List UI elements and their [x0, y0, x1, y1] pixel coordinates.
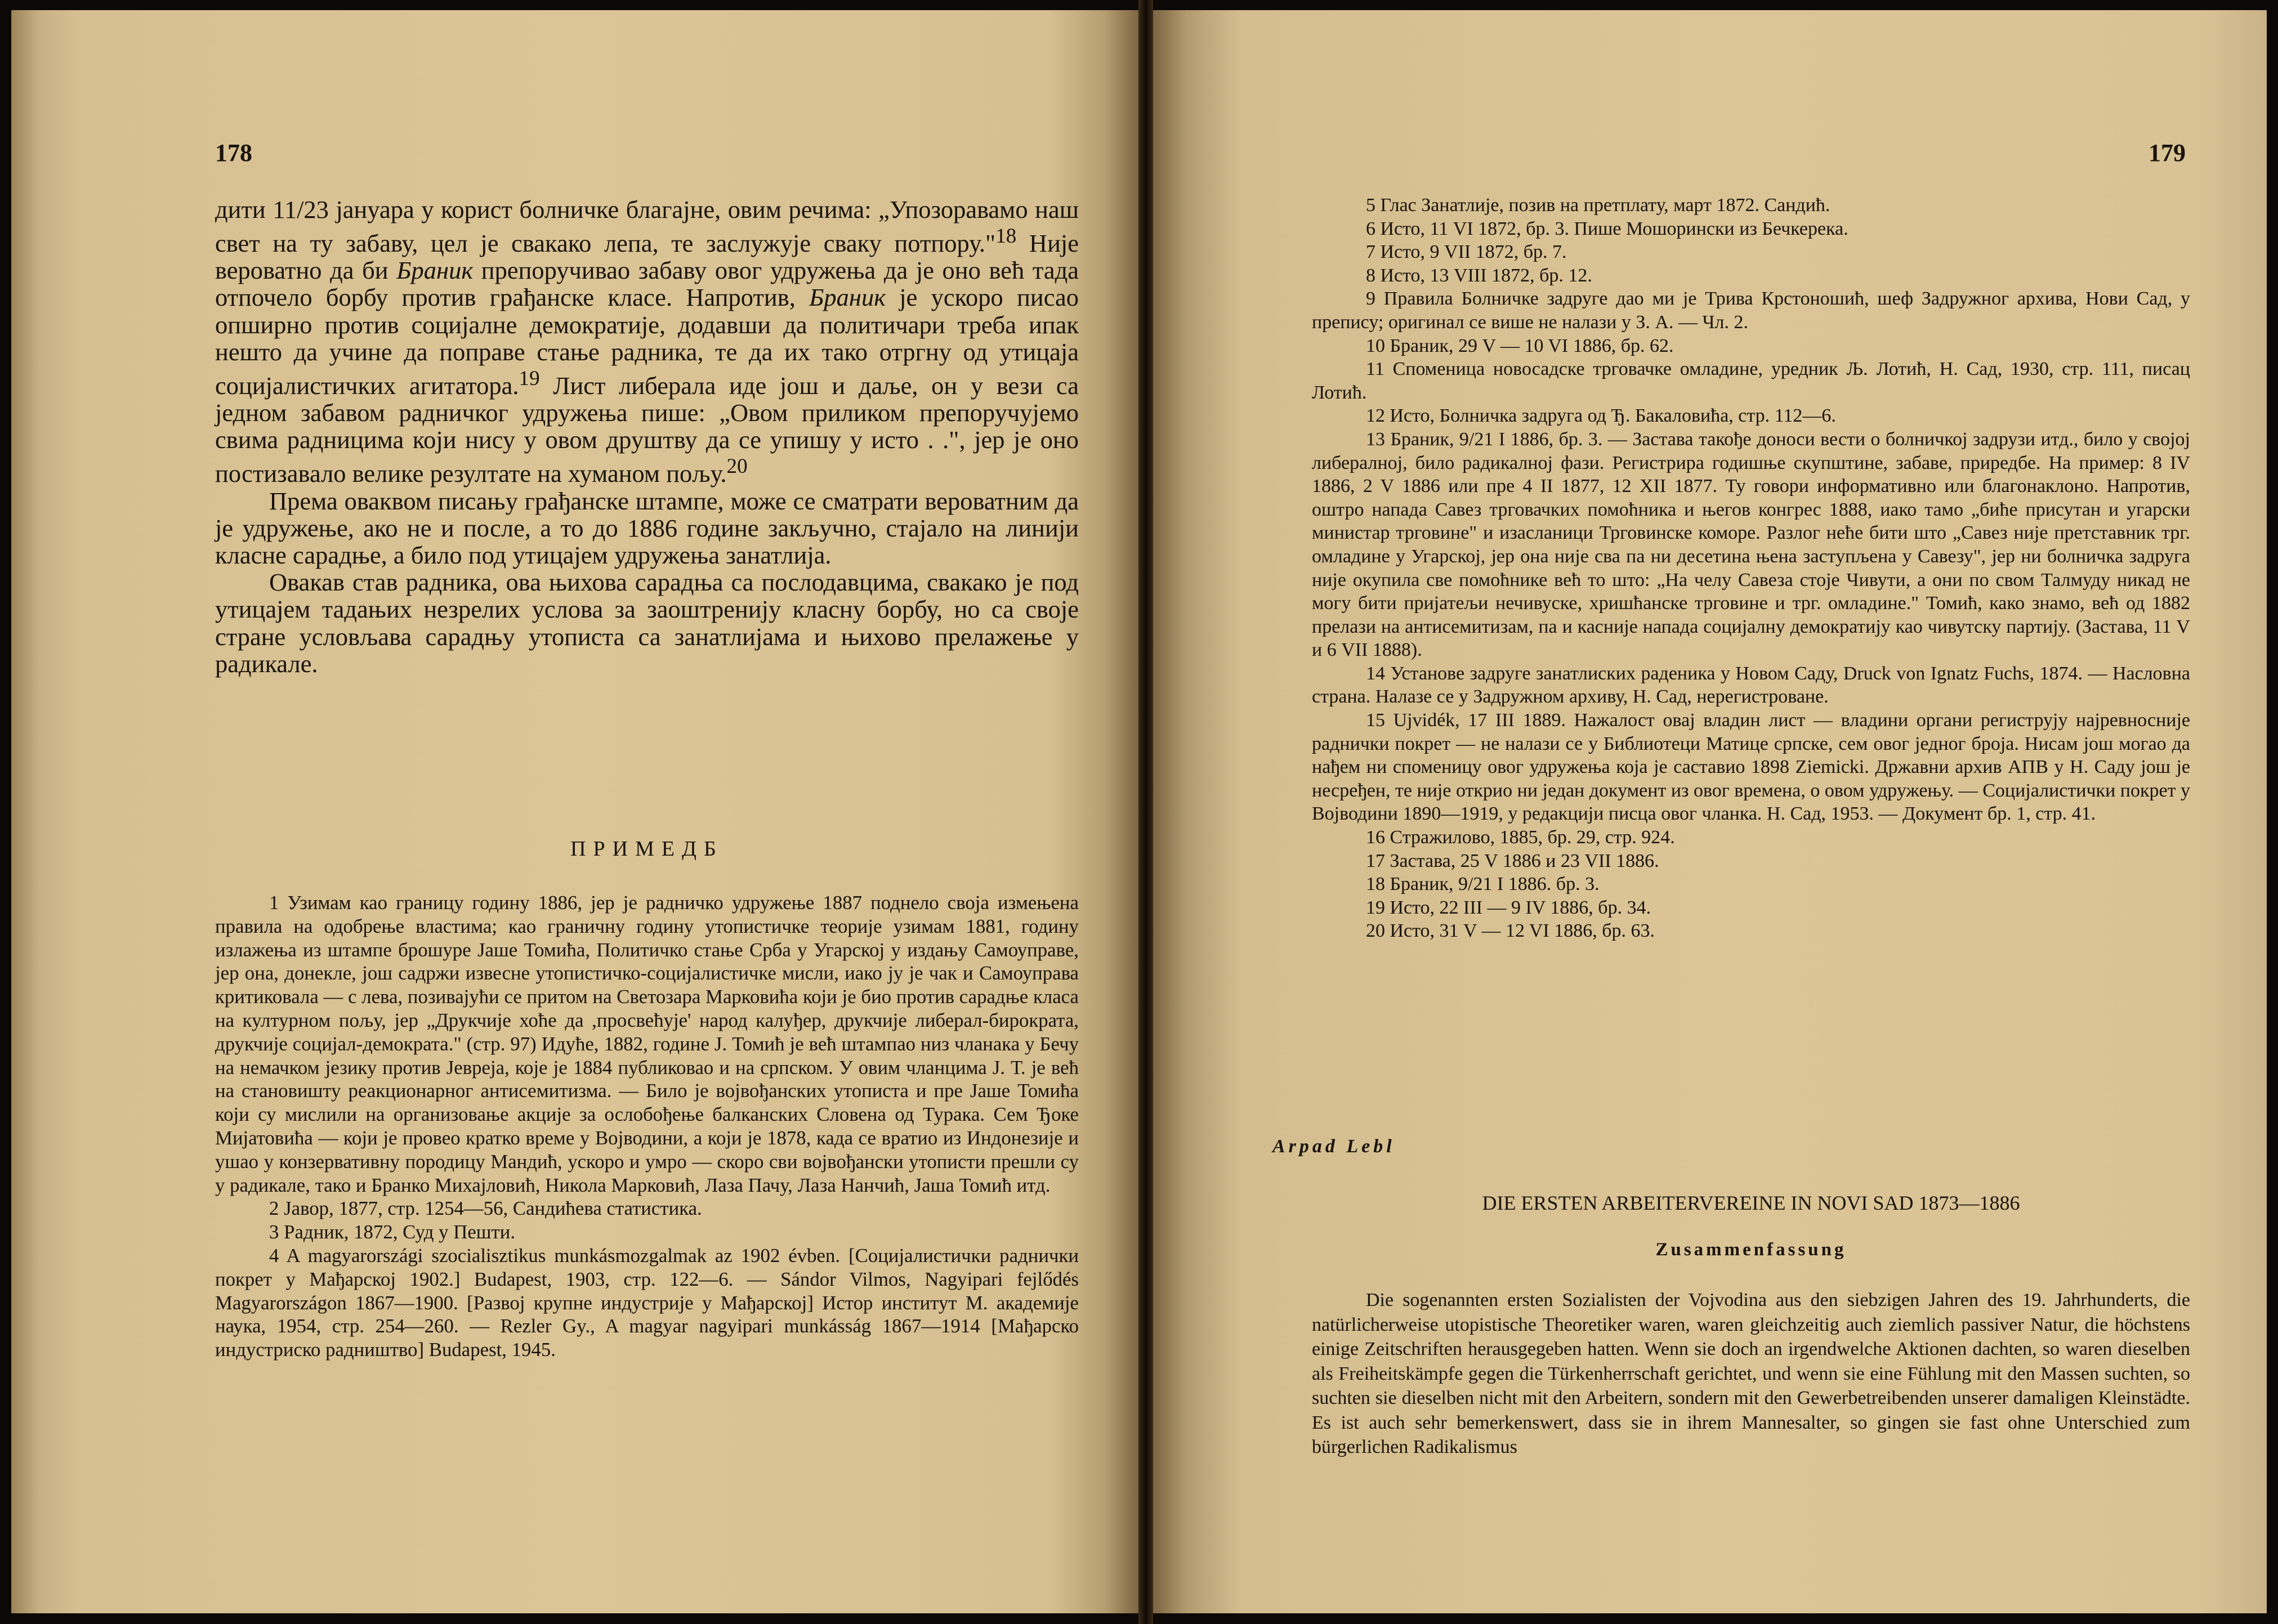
footnote: 19 Исто, 22 III — 9 IV 1886, бр. 34. [1366, 897, 1651, 918]
footnote: 13 Браник, 9/21 I 1886, бр. 3. — Застава такође доноси вести о болничкој задрузи итд., било у својој либералној, било радикалној фази. Регистрира годишње скупштине, забаве, приредбе. На пример: 8 IV 1886, 2 V 1886 или пре 4 II 1877, 12 XII 1877. Ту говори информативно или благонаклоно. Напротив, оштро напада Савез трговачких помоћника и његов конгрес 1888, иако тамо „биће присутан и угарски министар трговине" и изасланици Трговинске коморе. Разлог неће бити што „Савез није претставник трг. омладине у Угарској, јер она није сва па ни десетина њена заступљена у Савезу", јер ни болничка задруга није окупила све помоћнике већ то што: „На челу Савеза стоје Чивути, а они по свом Талмуду никад не могу бити пријатељи нечивуске, хришћанске трговине и трг. омладине." Томић, како знамо, већ од 1882 прелази на антисемитизам, па и касније напада социјалну демократију као чивутску партију. (Застава, 11 V и 6 VII 1888). [1312, 428, 2190, 661]
summary-title: DIE ERSTEN ARBEITERVEREINE IN NOVI SAD 1873—1886 [1482, 1192, 2020, 1214]
footnote: 6 Исто, 11 VI 1872, бр. 3. Пише Мошорински из Бечкерека. [1366, 218, 1848, 239]
footnote: 9 Правила Болничке задруге дао ми је Трива Крстоношић, шеф Задружног архива, Нови Сад, у препису; оригинал се више не налази у З. А. — Чл. 2. [1312, 288, 2190, 333]
footnote: 15 Ujvidék, 17 III 1889. Нажалост овај владин лист — владини органи региструју најревносније раднички покрет — не налази се у Библиотеци Матице српске, сем овог једног броја. Нисам још могао да нађем ни споменицу овог удружења која је саставио 1898 Ziemicki. Државни архив АПВ у Н. Саду још је несређен, те није открио ни један документ из овог времена, о овом удружењу. — Социјалистички покрет у Војводини 1890—1919, у редакцији писца овог чланка. Н. Сад, 1953. — Документ бр. 1, стр. 41. [1312, 710, 2190, 825]
paragraph: Према оваквом писању грађанске штампе, може се сматрати вероватним да је удружење, ако не и после, а то до 1886 године закључно, стајало на линији класне сарадње, а било под утицајем удружења занатлија. [215, 486, 1079, 569]
summary-text [1312, 1288, 2190, 1460]
footnote: 4 A magyarországi szocialisztikus munkásmozgalmak az 1902 évben. [Социјалистички раднички покрет у Мађарској 1902.] Budapest, 1903, стр. 122—6. — Sándor Vilmos, Nagyipari fejlődés Magyarországon 1867—1900. [Развој крупне индустрије у Мађарској] Истор институт М. академије наука, 1954, стр. 254—260. — Rezler Gy., A magyar nagyipari munkásság 1867—1914 [Мађарско индустриско радништво] Budapest, 1945. [215, 1244, 1079, 1361]
author-name: Arpad Lebl [1272, 1136, 1395, 1157]
page-number: 179 [2149, 139, 2186, 167]
footnote: 3 Радник, 1872, Суд у Пешти. [269, 1221, 516, 1243]
footnote: 7 Исто, 9 VII 1872, бр. 7. [1366, 241, 1567, 263]
footnote: 20 Исто, 31 V — 12 VI 1886, бр. 63. [1366, 920, 1655, 942]
page-number: 178 [215, 139, 252, 167]
footnotes [215, 891, 1079, 1362]
body-text [215, 196, 1079, 677]
paragraph: Die sogenannten ersten Sozialisten der Vojvodina aus den siebzigen Jahren des 19. Jahrhunderts, die natürlicherweise utopistische Theoretiker waren, waren gleichzeitig auch ziemlich passiver Natur, die höchstens einige Zeitschriften herausgegeben hatten. Wenn sie doch an irgendwelche Aktionen dachten, so waren dieselben als Freiheitskämpfe gegen die Türkenherrschaft gerichtet, und wenn sie eine Fühlung mit den Massen suchten, so suchten sie dieselben nicht mit den Arbeitern, sondern mit den Gewerbetreibenden unserer damaligen Kleinstädte. Es ist auch sehr bemerkenswert, dass sie in ihrem Mannesalter, so gingen sie fast ohne Unterschied zum bürgerlichen Radikalismus [1312, 1290, 2190, 1457]
footnote: 14 Установе задруге занатлиских раденика у Новом Саду, Druck von Ignatz Fuchs, 1874. — Насловна страна. Налазе се у Задружном архиву, Н. Сад, нерегистроване. [1312, 663, 2190, 708]
footnote: 8 Исто, 13 VIII 1872, бр. 12. [1366, 265, 1592, 286]
summary-heading: Zusammenfassung [1655, 1240, 1847, 1260]
footnotes [1312, 194, 2190, 943]
book-gutter [1138, 0, 1153, 1624]
footnote: 11 Споменица новосадске трговачке омладине, уредник Љ. Лотић, Н. Сад, 1930, стр. 111, писац Лотић. [1312, 359, 2190, 403]
footnote-ref: 20 [726, 455, 748, 478]
paragraph: Овакав став радника, ова њихова сарадња са послодавцима, свакако је под утицајем тадањих незрелих услова за заоштренију класну борбу, но са своје стране условљава сарадњу утописта са занатлијама и њихово прелажење у радикале. [215, 568, 1079, 678]
footnote: 10 Браник, 29 V — 10 VI 1886, бр. 62. [1366, 335, 1674, 356]
footnote: 5 Глас Занатлије, позив на претплату, март 1872. Сандић. [1366, 195, 1830, 216]
footnote-ref: 19 [519, 367, 540, 391]
paragraph: дити 11/23 јануара у корист болничке благајне, овим речима: „Упозоравамо наш свет на ту забаву, цел је свакако лепа, те заслужује сваку потпору."$^{18}$ Није вероватно да би Браник препоручивао забаву овог удружења да је оно већ тада отпочело борбу против грађанске класе. Напротив, Браник је ускоро писао опширно против социјалне демократије, додавши да политичари треба ипак нешто да учине да поправе стање радника, те да их тако отргну од утицаја социјалистичких агитатора.$^{19}$ Лист либерала иде још и даље, он у вези са једном забавом радничког удружења пише: „Овом приликом препоручујемо свима радницима који нису у овом друштву да се упишу у исто . .", јер је оно постизавало велике резултате на хуманом пољу.$^{20}$ [215, 195, 1079, 488]
right-page [1153, 10, 2267, 1613]
notes-heading: ПРИМЕДБ [570, 837, 723, 861]
footnote: 12 Исто, Болничка задруга од Ђ. Бакаловића, стр. 112—6. [1366, 405, 1836, 427]
footnote: 1 Узимам као границу годину 1886, јер је радничко удружење 1887 поднело своја измењена правила на одобрење властима; као граничну годину утопистичке теорије узимам 1881, годину излажења из штампе брошуре Јаше Томића, Политичко стање Срба у Угарској у издању Самоуправе, јер она, донекле, још садржи извесне утопистичко-социјалистичке мисли, иако ју је чак и Самоуправа критиковала — с лева, позивајући се притом на Светозара Марковића који је био против сарадње класа на културном пољу, јер „Друкчије хоће да ,просвећује' народ калуђер, друкчије либерал-бирократа, друкчије социјал-демократа." (стр. 97) Идуће, 1882, године Ј. Томић је већ штампао низ чланака у Бечу на немачком језику против Јевреја, које је 1884 публиковао и на српском. У овим чланцима Ј. Т. је већ на становишту реакционарног антисемитизма. — Било је војвођанских утописта и пре Јаше Томића који су мислили на организовање акције за ослобођење балканских Словена од Турака. Сем Ђоке Мијатовића — који је провео кратко време у Војводини, а који је 1878, када се вратио из Индонезије и ушао у конзервативну породицу Мандић, ускоро и умро — скоро сви војвођански утописти прешли су у радикале, тако и Бранко Михајловић, Никола Марковић, Лаза Пачу, Лаза Нанчић, Јаша Томић итд. [215, 892, 1079, 1196]
footnote: 17 Застава, 25 V 1886 и 23 VII 1886. [1366, 850, 1659, 871]
footnote: 18 Браник, 9/21 I 1886. бр. 3. [1366, 874, 1600, 895]
left-page [11, 10, 1138, 1613]
footnote: 16 Стражилово, 1885, бр. 29, стр. 924. [1366, 827, 1675, 848]
footnote-ref: 18 [995, 225, 1017, 248]
footnote: 2 Јавор, 1877, стр. 1254—56, Сандићева статистика. [269, 1197, 702, 1220]
